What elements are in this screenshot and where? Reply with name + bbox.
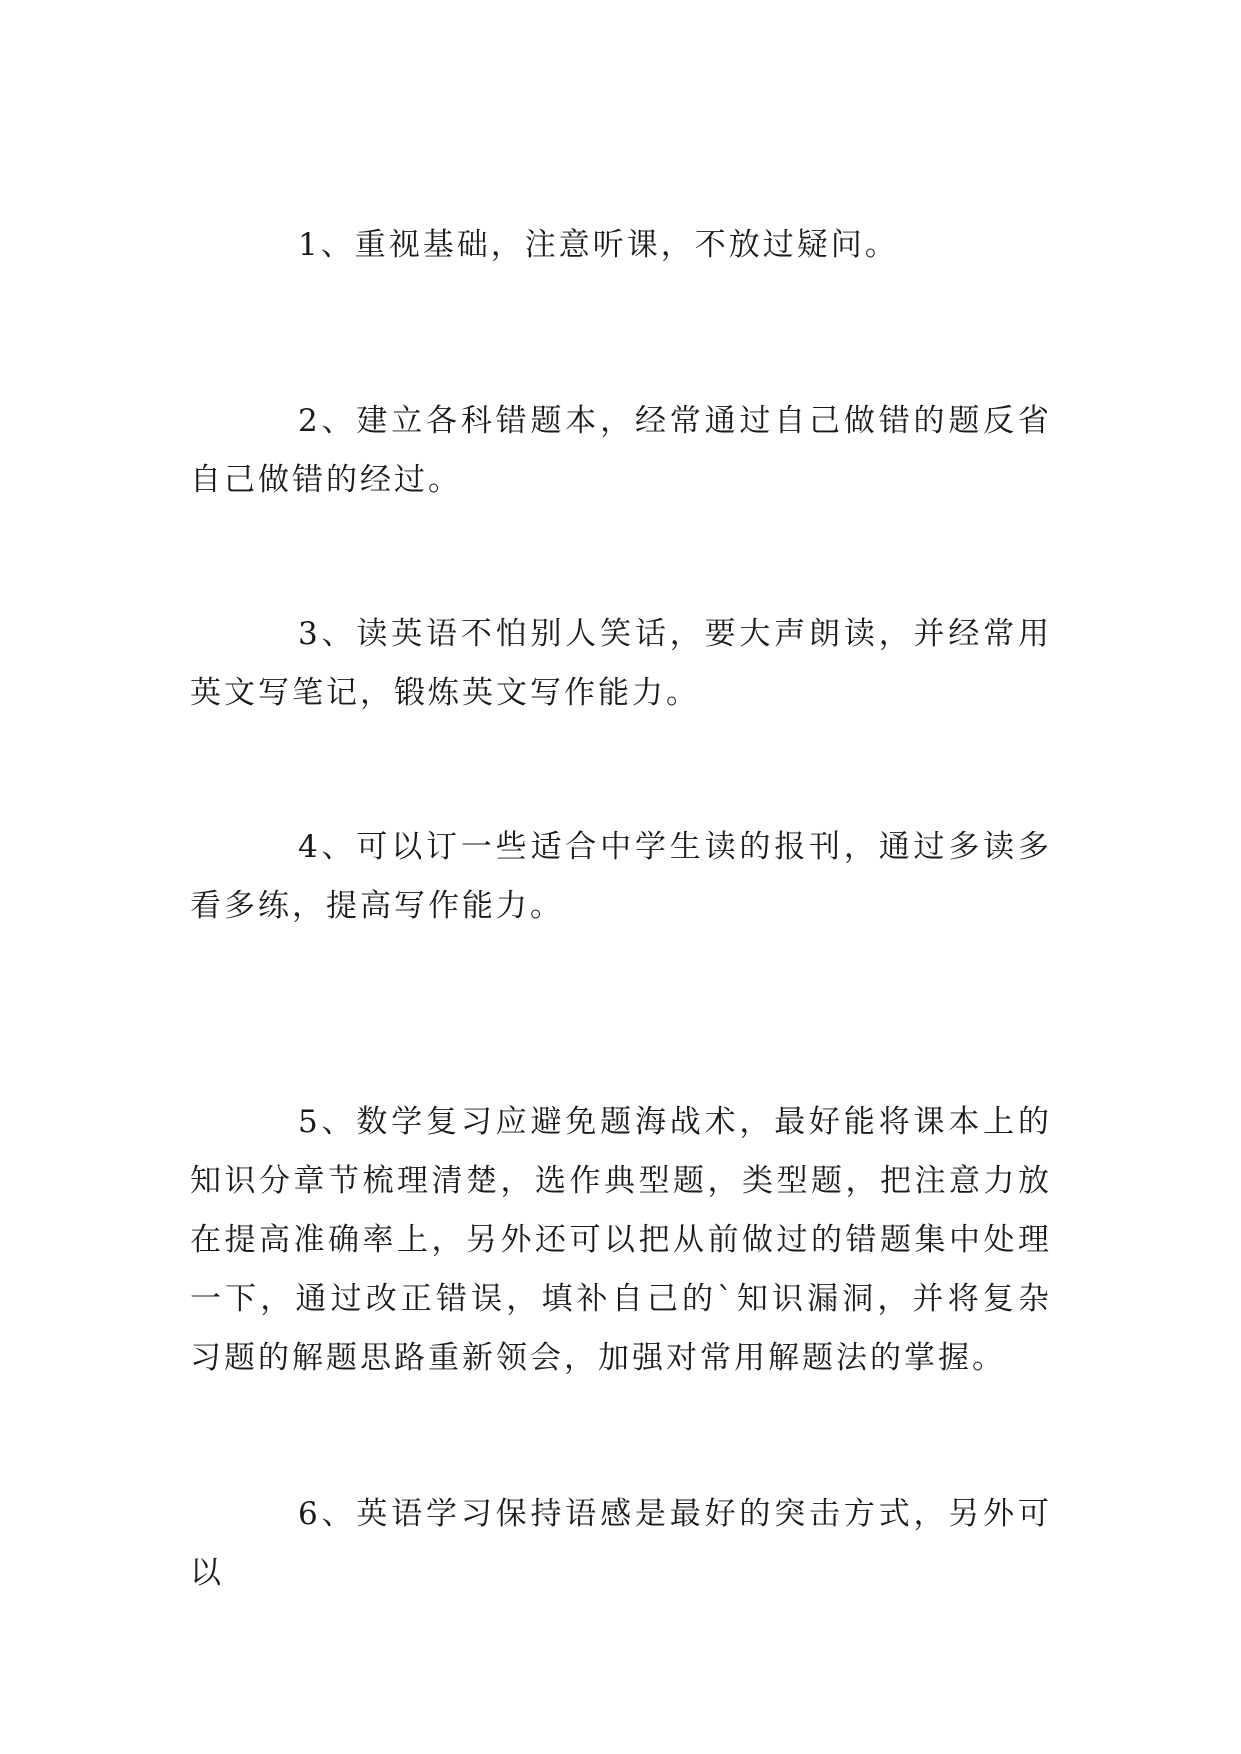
- paragraph-3: 3、读英语不怕别人笑话，要大声朗读，并经常用英文写笔记，锻炼英文写作能力。: [190, 616, 1052, 711]
- paragraph-1: 1、重视基础，注意听课，不放过疑问。: [298, 227, 899, 263]
- paragraph-6: 6、英语学习保持语感是最好的突击方式，另外可以: [190, 1496, 1052, 1591]
- paragraph-5: 5、数学复习应避免题海战术，最好能将课本上的知识分章节梳理清楚，选作典型题，类型题，把注意力放在提高准确率上，另外还可以把从前做过的错题集中处理一下，通过改正错误，填补自己的`知识漏洞，并将复杂习题的解题思路重新领会，加强对常用解题法的掌握。: [190, 1104, 1052, 1376]
- paragraph-2: 2、建立各科错题本，经常通过自己做错的题反省自己做错的经过。: [190, 403, 1052, 498]
- paragraph-4: 4、可以订一些适合中学生读的报刊，通过多读多看多练，提高写作能力。: [190, 829, 1052, 924]
